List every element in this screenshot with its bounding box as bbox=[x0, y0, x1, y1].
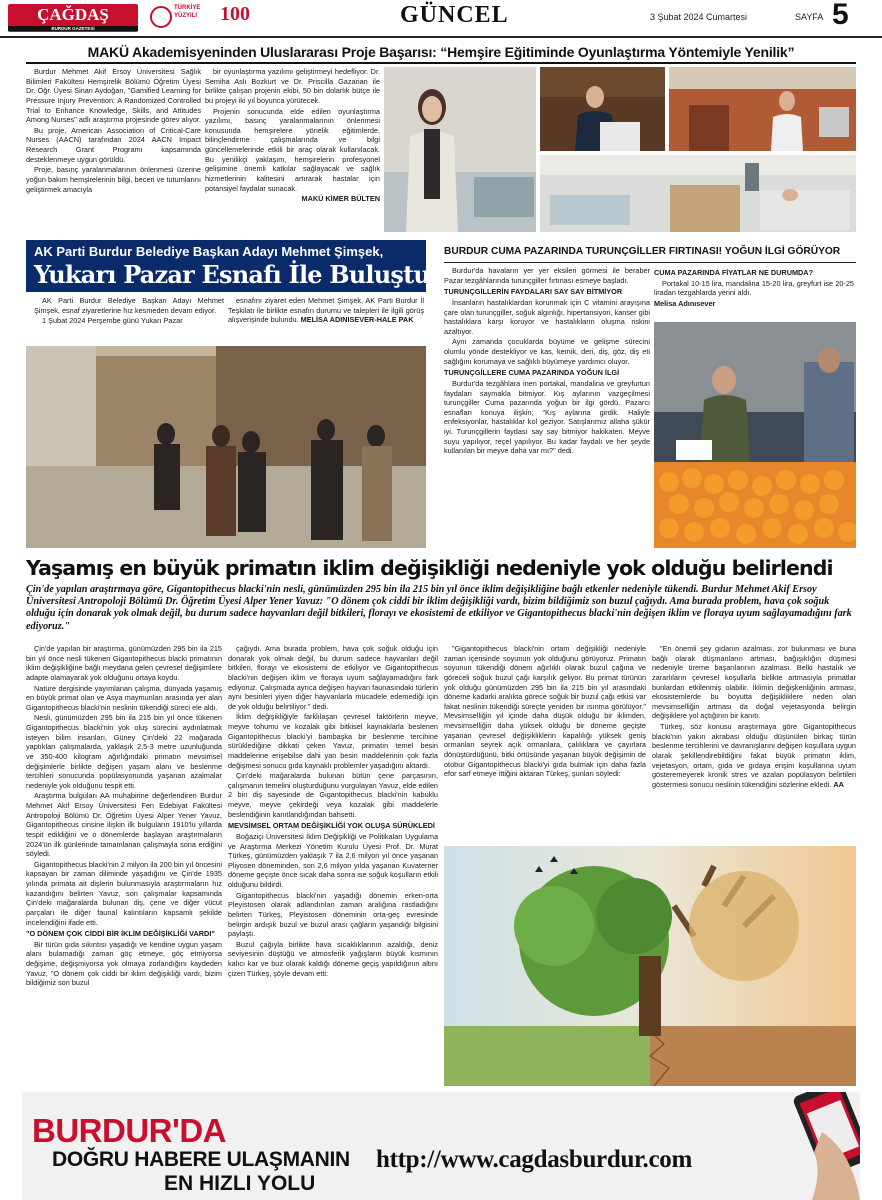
article2-kicker: AK Parti Burdur Belediye Başkan Adayı Mehmet Şimşek, bbox=[34, 244, 384, 259]
article2-headline[interactable]: Yukarı Pazar Esnafı İle Buluştu bbox=[34, 260, 431, 289]
paragraph: Araştırma bulguları AA muhabirine değerlendiren Burdur Mehmet Akif Ersoy Üniversitesi Fen Edebiyat Fakültesi Antropoloji Bölümü Dr. Öğretim Üyesi Alper Yener Yavuz, Gigantopithecus cinsine ilişkin ilk bulguların 1910'lu yıllarda tespit edildiğini ve o dönemlerde başlayan araştırmaların 2024'ün ilk günlerinde tamamlanan çalışmayla sona erdiğini söyledi. bbox=[26, 791, 222, 859]
subheading: CUMA PAZARINDA FİYATLAR NE DURUMDA? bbox=[654, 268, 814, 277]
paragraph-text: Türkeş, söz konusu araştırmaya göre Gigantopithecus blacki'nin yakın akrabası olduğu düşünülen birkaç türün beslenme tercihlerini ve davranışlarını değişen koşullara uygun olarak şekillendirebildiğini fakat büyük primatın iklim, vejetasyon, ortam, gıda ve gıdaya erişim koşullarına uyum gösteremeyerek kronik stres ve azalan popülasyon belirtileri göstermesi sonucu neslinin tükendiğini sözlerine ekledi. bbox=[652, 722, 856, 789]
logo-subtitle: BURDUR GAZETESİ bbox=[8, 26, 138, 31]
paragraph: Gigantopithecus blacki'nin yaşadığı dönemin erken-orta Pleyistosen olarak adlandırılan zaman aralığına rastladığını belirten Türkeş, Pleyistosen döneminin orta-geç evresinde belirgin ardışık buzul ve buzul arası çağların yaşandığı bilgisini paylaştı. bbox=[228, 890, 438, 939]
paragraph: Çin'deki mağaralarda bulunan bütün çene parçasının, çalışmanın temelini oluşturduğunu vurgulayan Yavuz, elde edilen 2 bin diş sayesinde de Gigantopithecus blacki'nin kabuklu meyve, meyve çekirdeği veya kozalak gibi maddelerle beslendiğinin kanıtlandığından bahsetti. bbox=[228, 771, 438, 819]
paragraph: Nature dergisinde yayımlanan çalışma, dünyada yaşamış en büyük primat olan ve Asya maymunları arasında yer alan Gigantopithecus blacki'nin neslinin tükendiği süreci ele aldı. bbox=[26, 683, 222, 712]
paragraph: Aynı zamanda çocuklarda büyüme ve gelişme sürecini olumlu yönde destekliyor ve kas, kemik, deri, diş, göz, diş eti sağlığını korumaya ve sağlıklı büyümeye yardımcı oluyor. bbox=[444, 337, 650, 366]
article1-headline[interactable]: MAKÜ Akademisyeninden Uluslararası Proje Başarısı: “Hemşire Eğitiminde Oyunlaştırma Yöntemiyle Yenilik” bbox=[87, 44, 795, 60]
photo-academic-portrait bbox=[384, 67, 536, 232]
paragraph: Projenin sonucunda elde edilen oyunlaştırma yazılımı, basınç yaralanmalarının önlenmesi konusunda hemşirelere yönelik eğitimlerde, bilinçlendirme çalışmalarında ve bilgi güncellemelerinde etkili bir araç olarak kullanılacak. Bu yenilikçi yaklaşım, hemşirelerin profesyonel gelişimine önemli katkılar sağlayacak ve sağlık hizmetlerinin kalitesini artırarak hastalar için potansiyel faydalar sunacak. bbox=[205, 106, 380, 193]
paragraph: Burdur'da havaların yer yer eksileri görmesi ile beraber Pazar tezgâhlarında turunçgiller fırtınası esmeye başladı. bbox=[444, 266, 650, 285]
paragraph: İnsanların hastalıklardan korunmak için C vitamini arayışına çare olan turunçgiller, soğuk algınlığı, hipertansiyon, kanser gibi hastalıklara karşı koruyor ve hastalıkların oluşma riskini azaltıyor. bbox=[444, 297, 650, 336]
article4-column-3 bbox=[444, 644, 646, 844]
byline: Melisa Adınısever bbox=[654, 298, 716, 308]
article4-headline[interactable]: Yaşamış en büyük primatın iklim değişikliği nedeniyle yok olduğu belirlendi bbox=[26, 556, 833, 580]
paragraph: AK Parti Burdur Belediye Başkan Adayı Mehmet Şimşek, esnaf ziyaretlerine hız kesmeden devam ediyor. bbox=[34, 296, 224, 315]
article4-column-2 bbox=[228, 644, 438, 1094]
centennial-number: 100 bbox=[220, 3, 250, 25]
photo-climate-tree-illustration bbox=[444, 846, 856, 1086]
paragraph: "Gigantopithecus blacki'nin ortam değişikliği nedeniyle zaman içerisinde soyunun yok olduğunu görüyoruz. Primatın soyunun tükendiği dönem ağırlıklı olarak buzul çağına ve göreceli soğuk buzul çağı karşılık geliyor. Bu primat türünün yok olduğu günümüzden 295 bin ila 215 bin yıl arasındaki döneme kadarki aralıkta görece soğuk bir buzul çağı etkisi var fakat neslinin tükendiği süreçte yeniden bir ısınma görülüyor." Mevsimselliğin yıl içinde daha düşük olduğu bir iklimden, mevsimselliğin daha yüksek olduğu bir döneme geçişte yaşanan çevresel değişikliklerin kapalılığı yüksek geniş ormanları seyrek açık ormanlara, çalılıklara ve çayırlara dönüştürdüğünü, bitki örtüsünde yaşanan büyük değişimin de otobur Gigantopithecus blacki'yi gıda bulmak için daha fazla efor sarf etmeye ittiğini aktaran Türkeş, şunları söyledi: bbox=[444, 644, 646, 779]
section-title: GÜNCEL bbox=[400, 2, 509, 28]
article2-column-1 bbox=[34, 296, 224, 344]
website-link[interactable]: http://www.cagdasburdur.com bbox=[376, 1146, 693, 1173]
paragraph: "En önemli şey gıdanın azalması, zor bulunması ve buna bağlı olarak düşmanların artması, bağışıklığın düşmesi nedeniyle üreme başarılarının azalması. Belki hastalık ve zararlıların çevresel koşullarla birlikte artmasıyla primatlar bunlardan etkilenmiş olabilir. İklimin değişkenliğinin artması, ekosistemlerde bu boyutta değişikliklere neden olan mevsimselliğin artması da doğal vejetasyonda belirgin değişiklere yol açtığının bir kanıtı. bbox=[652, 644, 856, 721]
article4-column-4 bbox=[652, 644, 856, 844]
paragraph bbox=[652, 722, 856, 789]
page-number: 5 bbox=[832, 0, 849, 31]
photo-lecturer-podium bbox=[540, 67, 665, 151]
paragraph: Nesli, günümüzden 295 bin ila 215 bin yıl önce tükenen Gigantopithecus blacki'nin yok oluş sürecini aydınlatmak isteyen bilim insanları, Güney Çin'deki 22 mağarada yaptıkları çalışmalarda, yaklaşık 2,5-3 metre uzunluğunda ve 350-400 kilogram ağırlığındaki primatın mevsimsel değişimlerle birlikte değişen yaşam alanı ve beslenme tercihleri sonucunda popülasyonunda yaşanan azalmalar nedeniyle yok olduğunu tespit etti. bbox=[26, 713, 222, 790]
article3-column-1 bbox=[444, 266, 650, 548]
paragraph: Bir türün gıda sıkıntısı yaşadığı ve kendine uygun yaşam alanı bulamadığı zaman göç etmeye, göç etmiyorsa değişime, değişmiyorsa yok olmaya zorlandığını kaydeden Yavuz, "O dönem çok ciddi bir iklim değişikliği vardı, bizim bildiğimiz son buzul bbox=[26, 939, 222, 988]
yuzyili-label: YÜZYILI bbox=[174, 13, 198, 19]
paragraph bbox=[228, 296, 424, 325]
paragraph: Proje, basınç yaralanmalarının önlenmesi üzerine yoğun bakım hemşirelerinin bilgi, beceri ve tutumlarını geliştirmek amacıyla bbox=[26, 165, 201, 194]
newspaper-logo[interactable] bbox=[8, 4, 138, 32]
article4-column-1 bbox=[26, 644, 222, 1094]
subheading: "O DÖNEM ÇOK CİDDİ BİR İKLİM DEĞİŞİKLİĞİ VARDI" bbox=[26, 929, 215, 939]
paragraph: İklim değişikliğiyle farklılaşan çevresel faktörlerin meyve, meyve tohumu ve kozalak gibi bitkisel kaynaklarla beslenen Gigantopithecus blacki'yi bambaşka bir beslenme tercihine sürüklediğine dikkati çeken Yavuz, primatın temel besin maddelerine erişebilse dahi yan besin maddelerinin çok fazla değişmesi sonucu gıda kaynaklı problemler yaşadığını aktardı. bbox=[228, 712, 438, 770]
paragraph: Burdur'da tezgâhlara inen portakal, mandalina ve greyfurtun faydaları saymakla bitmiyor. Kış aylarının vazgeçilmesi turunçgiller Cuma pazarında yoğun bir ilgi gördü. Pazarcı esnafları konuya ilişkin; "Kış aylarına girdik. Haliyle enfeksiyonlar, hastalıklar kol geziyor. Satışlarımız allaha şükür iyi. Turunçgillerin faydası say say bitmiyor hakikaten. Meyve suyu yapılıyor, reçel yapılıyor. Bu kadar faydalı ve her şeyde kullanılan bir meyve daha var mı?" dedi. bbox=[444, 378, 650, 456]
logo-text: ÇAĞDAŞ bbox=[37, 5, 109, 24]
byline: MELİSA ADINISEVER-HALE PAK bbox=[300, 315, 414, 325]
turkiye-label: TÜRKİYE bbox=[174, 5, 201, 11]
paragraph: Çin'de yapılan bir araştırma, günümüzden 295 bin ila 215 bin yıl önce nesli tükenen Gigantopithecus blacki primatının iklim değişikliğine bağlı meydana gelen çevresel değişimlere adapte olamayarak yok olduğunu ortaya koydu. bbox=[26, 644, 222, 682]
paragraph: Portakal 10-15 lira, mandalina 15-20 lira, greyfurt ise 20-25 liradan tezgahlarda yerini aldı. bbox=[654, 278, 854, 298]
crescent-emblem-icon bbox=[150, 6, 172, 28]
subheading: TURUNÇGİLLERE CUMA PAZARINDA YOĞUN İLGİ bbox=[444, 368, 620, 378]
subheading: MEVSİMSEL ORTAM DEĞİŞİKLİĞİ YOK OLUŞA SÜRÜKLEDİ bbox=[228, 821, 435, 831]
byline: MAKÜ KİMER BÜLTEN bbox=[301, 194, 380, 204]
photo-candidate-market-visit bbox=[26, 346, 426, 548]
paragraph: Burdur Mehmet Akif Ersoy Üniversitesi Sağlık Bilimleri Fakültesi Hemşirelik Bölümü Öğretim Üyesi Dr. Öğr. Üyesi Sinan Aydoğan, "Gamified Learning for Pressure Injury Prevention: A Randomized Controlled Trial to Enhance Knowledge, Skills, and Attitudes Among Nurses" adlı araştırma projesinde görev alıyor. bbox=[26, 67, 201, 125]
byline: AA bbox=[833, 779, 844, 789]
article4-lead: Çin'de yapılan araştırmaya göre, Gigantopithecus blacki'nin nesli, günümüzden 295 bin ila 215 bin yıl önce iklim değişikliğine bağlı etkenler nedeniyle tükendi. Burdur Mehmet Akif Ersoy Üniversitesi Antropoloji Bölümü Dr. Öğretim Üyesi Alper Yener Yavuz: "O dönem çok ciddi bir iklim değişikliği vardı, bizim bildiğimiz son buzul çağıydı. Ama burada problem, hava çok soğuk olduğu için donarak yok olmak değil, bu durum sadece hayvanları değil bitkileri, florayı ve ekosistemi de etkiliyor ve Gigantopithecus blacki'nin değişen iklim ve floraya uyum sağlayamadığını fark ediyoruz." bbox=[26, 584, 852, 632]
paragraph: bir oyunlaştırma yazılımı geliştirmeyi hedefliyor. Dr. Semiha Aslı Bozkurt ve Dr. Priscilla Gazarian ile birlikte çalışan projenin ekibi, 50 bin dolarlık bütçe ile bu projeyi iki yıl boyunca yürütecek. bbox=[205, 67, 380, 105]
paragraph-text: esnafını ziyaret eden Mehmet Şimşek, AK Parti Burdur İl Teşkilatı ile birlikte esnafın durumu ve talepleri ile ilgili görüş alışverişinde bulundu. bbox=[228, 296, 424, 325]
paragraph: Gigantopithecus blacki'nin 2 milyon ila 200 bin yıl öncesini kapsayan bir zaman diliminde yaşadığını ve Çin'de 1935 yılında primata ait dişlerin bulunmasıyla araştırmaların hız kazandığını belirten Yavuz, son çalışmalar kapsamında Çin'deki mağaralarda bulunan diş, çene ve diğer vücut parçaları ile diğer faunal kalıntıların kapsamlı şekilde incelendiğini ifade etti. bbox=[26, 859, 222, 927]
photo-orange-stall bbox=[654, 322, 856, 548]
article2-column-2 bbox=[228, 296, 424, 344]
article1-column-2 bbox=[205, 67, 380, 232]
centennial-logo bbox=[220, 2, 280, 34]
banner-headline: BURDUR'DA bbox=[32, 1112, 226, 1149]
photo-simulation-ward bbox=[540, 155, 856, 232]
paragraph: 1 Şubat 2024 Perşembe günü Yukarı Pazar bbox=[42, 316, 183, 326]
article1-column-1 bbox=[26, 67, 201, 232]
paragraph: Boğaziçi Üniversitesi İklim Değişikliği ve Politikaları Uygulama ve Araştırma Merkezi Yönetim Kurulu Üyesi Prof. Dr. Murat Türkeş, günümüzden yaklaşık 7 ila 2,6 milyon yıl önce yaşanan Pliyosen döneminden, son 2,6 milyon yılda yaşanan Kuvaterner döneme geçişte önce sıcak daha sonra ise soğuk koşulların etkili olduğunu bildirdi. bbox=[228, 831, 438, 889]
issue-date: 3 Şubat 2024 Cumartesi bbox=[650, 12, 748, 22]
page-label: SAYFA bbox=[795, 12, 824, 22]
subheading: TURUNÇGİLLERİN FAYDALARI SAY SAY BİTMİYOR bbox=[444, 287, 623, 297]
photo-training-room bbox=[669, 67, 856, 151]
paragraph: Buzul çağıyla birlikte hava sıcaklıklarının azaldığı, deniz seviyesinin düştüğü ve atmosferik yağışların büyük kısmının kalıcı kar ve buz olarak kaldığı döneme geçiş yapıldığının altını çizen Türkeş, şöyle devam etti: bbox=[228, 939, 438, 978]
article3-headline[interactable]: BURDUR CUMA PAZARINDA TURUNÇGİLLER FIRTINASI! YOĞUN İLGİ GÖRÜYOR bbox=[444, 246, 841, 257]
banner-line-3: EN HIZLI YOLU bbox=[164, 1172, 316, 1195]
divider bbox=[26, 62, 856, 64]
photo-woman-icon bbox=[384, 67, 536, 232]
banner-line-2: DOĞRU HABERE ULAŞMANIN bbox=[52, 1148, 350, 1171]
article3-column-2 bbox=[654, 266, 854, 322]
paragraph: Bu proje, American Association of Critical-Care Nurses (AACN) tarafından 2024 AACN Impact Research Grant Programı kapsamında desteklenmeye uygun görüldü. bbox=[26, 125, 201, 164]
paragraph: çağıydı. Ama burada problem, hava çok soğuk olduğu için donarak yok olmak değil, bu durum sadece hayvanları değil bitkileri, florayı ve ekosistemi de etkiliyor ve Gigantopithecus blacki'nin değişen iklim ve floraya uyum sağlayamadığını fark ediyoruz. Çalışmada ayrıca değişen hayvan faunasındaki türlerin aynı besinleri yiyen diğer hayvanlarla mücadele edemediği için de yok olduğu belirtiliyor." dedi. bbox=[228, 644, 438, 711]
divider bbox=[444, 262, 856, 263]
turkiye-yuzyili-logo bbox=[150, 4, 212, 32]
